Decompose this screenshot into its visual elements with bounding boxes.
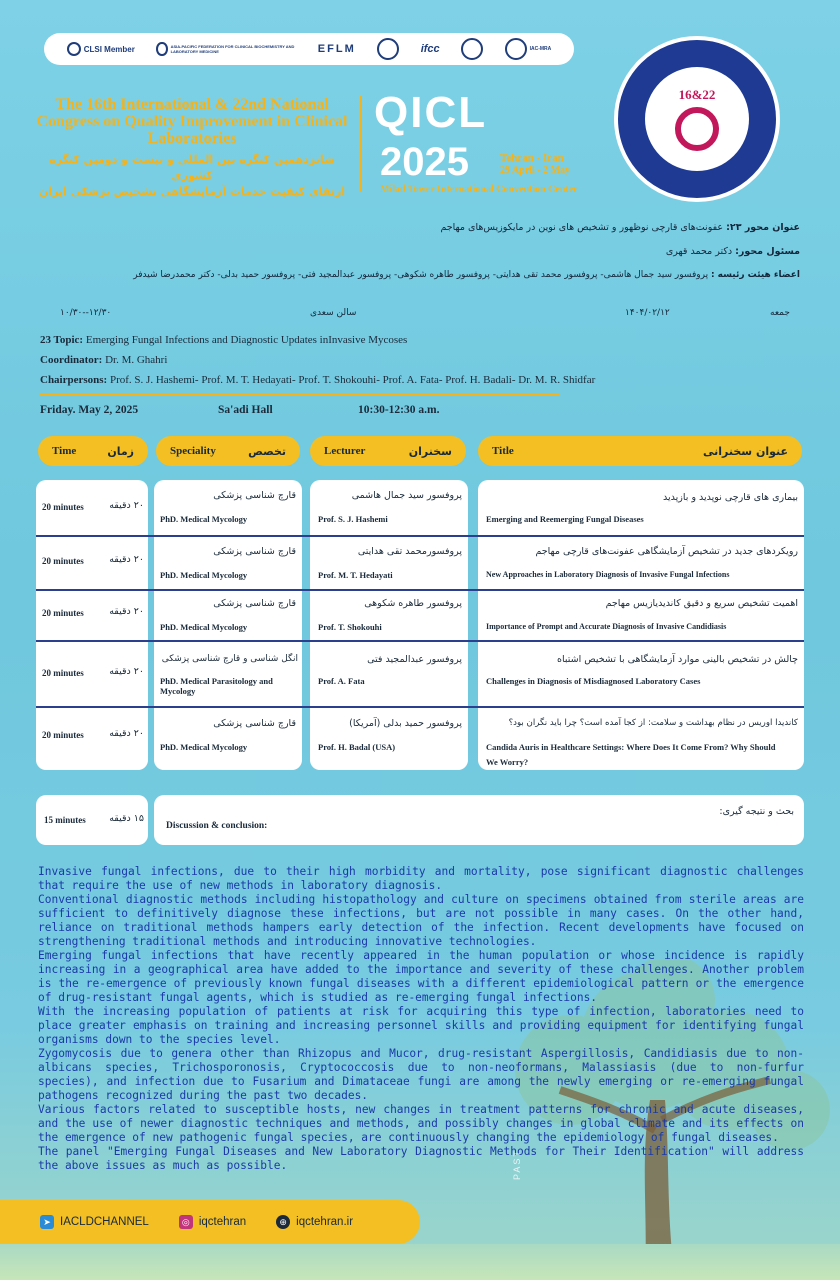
congress-seal: [614, 36, 780, 202]
partner-logos: [44, 33, 574, 65]
apfcb-logo: ASIA-PACIFIC FEDERATION FOR CLINICAL BIOCHEMISTRY AND LABORATORY MEDICINE: [156, 42, 296, 56]
row-separator: [36, 706, 804, 708]
row-separator: [36, 640, 804, 642]
en-coordinator: Coordinator: Dr. M. Ghahri: [40, 354, 168, 366]
congress-title-fa: شانزدهمین کنگره بین المللی و بیست و دومین کنگره کشوری ارتقای کیفیت خدمات آزمایشگاهی تشخیص پزشکی ایران: [38, 153, 346, 198]
instagram-link[interactable]: ◎ iqctehran: [179, 1215, 246, 1229]
eflm-logo: EFLM: [317, 43, 356, 55]
en-chairpersons: Chairpersons: Prof. S. J. Hashemi- Prof. M. T. Hedayati- Prof. T. Shokouhi- Prof. A. Fata- Prof. H. Badali- Dr. M. R. Shidfar: [40, 374, 596, 386]
ground-strip: [0, 1244, 840, 1280]
venue-dates: 29 April - 2 May: [500, 165, 570, 176]
brand-year: 2025: [380, 140, 469, 184]
seal-emblem-icon: [675, 107, 719, 151]
fa-board: اعضاء هیئت رئیسه : پروفسور سید جمال هاشمی- پروفسور محمد تقی هدایتی- پروفسور طاهره شکوهی- پروفسور عبدالمجید فتی- پروفسور حمید بدلی- دکتر محمدرضا شیدفر: [133, 270, 800, 280]
fa-coordinator: مسئول محور: دکتر محمد قهری: [665, 246, 800, 257]
venue-name: Milad Tower International Convention Center: [380, 184, 578, 195]
telegram-link[interactable]: ➤ IACLDCHANNEL: [40, 1215, 149, 1229]
header-lecturer: Lecturer سخنران: [310, 436, 466, 466]
venue-city: Tehran - Iran: [500, 152, 564, 164]
time-column-card: [36, 480, 148, 770]
discussion-time-fa: ۱۵ دقیقه: [109, 813, 144, 824]
iacld-logo: [461, 38, 483, 60]
row-separator: [36, 589, 804, 591]
clsi-logo: CLSI Member: [67, 42, 135, 56]
discussion-label-en: Discussion & conclusion:: [166, 821, 268, 831]
gold-divider: [40, 394, 560, 396]
website-link[interactable]: ⊕ iqctehran.ir: [276, 1215, 353, 1229]
seal-number: 16&22: [678, 87, 716, 102]
circle-logo: [377, 38, 399, 60]
globe-icon: ⊕: [276, 1215, 290, 1229]
discussion-card: [154, 795, 804, 845]
en-topic: 23 Topic: Emerging Fungal Infections and Diagnostic Updates inInvasive Mycoses: [40, 334, 408, 346]
past-label: PAST: [512, 1149, 522, 1180]
discussion-time-en: 15 minutes: [44, 815, 86, 825]
header-time: Time زمان: [38, 436, 148, 466]
abstract-text: Invasive fungal infections, due to their high morbidity and mortality, pose significant diagnostic challenges that require the use of new methods in laboratory diagnosis. Conventional diagnostic methods including histopathology and culture on specimens obtained from sterile areas are sufficient to definitively diagnose these infections, but are not possible in many cases. On the other hand, reliance on traditional methods hampers early detection of the infection. Recent developments have focused on strengthening traditional methods and introducing innovative technologies. Emerging fungal infections that have recently appeared in the human population or whose incidence is rapidly increasing in a geographical area have added to the importance and severity of these challenges. Another problem is the re-emergence of previously known fungal diseases with a different epidemiological pattern or the emergence of drug-resistant fungal agents, which is studied as re-emerging fungal infections. With the increasing population of patients at risk for acquiring this type of infection, laboratories need to place greater emphasis on training and increasing personnel skills and providing equipment for identifying fungal organisms down to the species level. Zygomycosis due to genera other than Rhizopus and Mucor, drug-resistant Aspergillosis, Candidiasis due to non-albicans species, Trichosporonosis, Cryptococcosis due to non-neoformans, Malassiasis (due to non-furfur species), and infection due to Fusarium and Dimataceae fungi are among the newly emerging or re-emerging fungal pathogens recognized during the past two decades. Various factors related to susceptible hosts, new changes in treatment patterns for chronic and acute diseases, and the use of newer diagnostic techniques and methods, and possibly changes in global climate and its effects on the emergence of new pathogenic fungal species, are continuously changing the epidemiology of fungal diseases. The panel "Emerging Fungal Diseases and New Laboratory Diagnostic Methods for Their Identification" will address the above issues as much as possible.: [38, 865, 804, 1172]
ifcc-logo: ifcc: [420, 43, 440, 55]
header-title: Title عنوان سخنرانی: [478, 436, 802, 466]
congress-title-en: The 16th International & 22nd National Congress on Quality Improvement in Clinical Laboratories: [36, 96, 348, 147]
header-divider: [360, 96, 362, 192]
row-separator: [36, 535, 804, 537]
brand-name: QICL: [374, 88, 488, 137]
telegram-icon: ➤: [40, 1215, 54, 1229]
iac-mra-logo: IAC-MRA: [505, 38, 552, 60]
header-speciality: Speciality تخصص: [156, 436, 300, 466]
social-footer: [0, 1200, 420, 1244]
instagram-icon: ◎: [179, 1215, 193, 1229]
fa-topic: عنوان محور ۲۳: عفونت‌های قارچی نوظهور و تشخیص های نوین در مایکوزیس‌های مهاجم: [440, 222, 800, 233]
discussion-label-fa: بحث و نتیجه گیری:: [719, 806, 794, 817]
